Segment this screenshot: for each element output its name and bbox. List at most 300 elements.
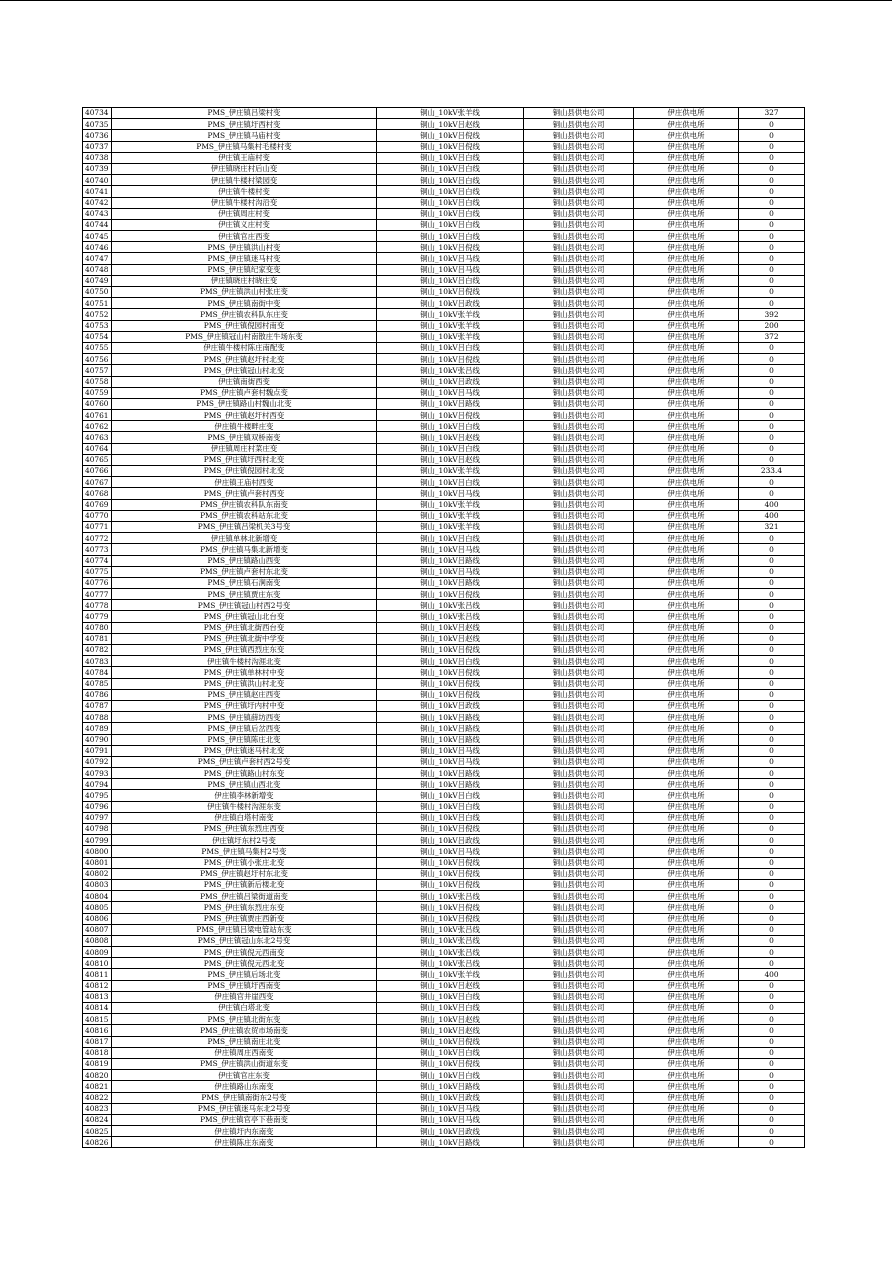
cell-row-id: 40767 <box>83 477 112 488</box>
cell-station: 伊庄供电所 <box>634 163 739 174</box>
cell-row-id: 40820 <box>83 1070 112 1081</box>
cell-station: 伊庄供电所 <box>634 622 739 633</box>
cell-company: 铜山县供电公司 <box>524 208 634 219</box>
table-row <box>83 947 805 958</box>
cell-capacity: 0 <box>739 376 805 387</box>
cell-feeder-line: 铜山_10kV吕倪线 <box>377 824 524 835</box>
cell-feeder-line: 铜山_10kV吕倪线 <box>377 141 524 152</box>
cell-capacity: 0 <box>739 1025 805 1036</box>
cell-station: 伊庄供电所 <box>634 141 739 152</box>
cell-substation-name: 伊庄镇牛楼村沟沿变 <box>112 197 377 208</box>
cell-feeder-line: 铜山_10kV吕赵线 <box>377 980 524 991</box>
cell-feeder-line: 铜山_10kV吕赵线 <box>377 454 524 465</box>
cell-company: 铜山县供电公司 <box>524 1014 634 1025</box>
table-row <box>83 812 805 823</box>
table-row <box>83 387 805 398</box>
cell-station: 伊庄供电所 <box>634 700 739 711</box>
cell-row-id: 40821 <box>83 1081 112 1092</box>
cell-substation-name: PMS_伊庄镇北街西台变 <box>112 622 377 633</box>
cell-substation-name: 伊庄镇晓庄村后山变 <box>112 163 377 174</box>
cell-substation-name: PMS_伊庄镇圩内村中变 <box>112 700 377 711</box>
cell-feeder-line: 铜山_10kV吕白线 <box>377 1047 524 1058</box>
table-row <box>83 1114 805 1125</box>
cell-feeder-line: 铜山_10kV张羊线 <box>377 108 524 119</box>
table-row <box>83 779 805 790</box>
table-row <box>83 577 805 588</box>
cell-capacity: 0 <box>739 645 805 656</box>
cell-substation-name: 伊庄镇王庙村变 <box>112 152 377 163</box>
cell-station: 伊庄供电所 <box>634 667 739 678</box>
table-row <box>83 734 805 745</box>
cell-substation-name: 伊庄镇单林北新增变 <box>112 533 377 544</box>
cell-company: 铜山县供电公司 <box>524 745 634 756</box>
cell-feeder-line: 铜山_10kV吕白线 <box>377 1070 524 1081</box>
cell-substation-name: 伊庄镇牛楼村沟涯东变 <box>112 801 377 812</box>
cell-feeder-line: 铜山_10kV张羊线 <box>377 466 524 477</box>
table-row <box>83 253 805 264</box>
cell-company: 铜山县供电公司 <box>524 309 634 320</box>
cell-feeder-line: 铜山_10kV张吕线 <box>377 924 524 935</box>
cell-capacity: 0 <box>739 275 805 286</box>
cell-feeder-line: 铜山_10kV吕倪线 <box>377 857 524 868</box>
cell-feeder-line: 铜山_10kV吕马线 <box>377 1114 524 1125</box>
cell-capacity: 0 <box>739 1036 805 1047</box>
cell-substation-name: PMS_伊庄镇陈庄北变 <box>112 734 377 745</box>
cell-capacity: 0 <box>739 242 805 253</box>
cell-station: 伊庄供电所 <box>634 555 739 566</box>
cell-station: 伊庄供电所 <box>634 152 739 163</box>
cell-station: 伊庄供电所 <box>634 208 739 219</box>
cell-company: 铜山县供电公司 <box>524 533 634 544</box>
cell-substation-name: PMS_伊庄镇卢套村西2号变 <box>112 756 377 767</box>
cell-company: 铜山县供电公司 <box>524 577 634 588</box>
table-row <box>83 488 805 499</box>
cell-company: 铜山县供电公司 <box>524 1081 634 1092</box>
cell-substation-name: PMS_伊庄镇冠山村南散庄牛场东变 <box>112 331 377 342</box>
cell-substation-name: PMS_伊庄镇农科队东庄变 <box>112 309 377 320</box>
cell-substation-name: PMS_伊庄镇官亭下巷南变 <box>112 1114 377 1125</box>
table-row <box>83 667 805 678</box>
cell-row-id: 40754 <box>83 331 112 342</box>
cell-substation-name: 伊庄镇白塔村南变 <box>112 812 377 823</box>
table-row <box>83 130 805 141</box>
cell-station: 伊庄供电所 <box>634 924 739 935</box>
cell-substation-name: PMS_伊庄镇南街东2号变 <box>112 1092 377 1103</box>
cell-station: 伊庄供电所 <box>634 980 739 991</box>
cell-station: 伊庄供电所 <box>634 320 739 331</box>
cell-station: 伊庄供电所 <box>634 231 739 242</box>
cell-company: 铜山县供电公司 <box>524 275 634 286</box>
cell-feeder-line: 铜山_10kV吕赵线 <box>377 119 524 130</box>
cell-capacity: 0 <box>739 913 805 924</box>
cell-substation-name: PMS_伊庄镇冠山北台变 <box>112 611 377 622</box>
cell-station: 伊庄供电所 <box>634 1092 739 1103</box>
cell-company: 铜山县供电公司 <box>524 410 634 421</box>
cell-substation-name: PMS_伊庄镇迷马东北2号变 <box>112 1103 377 1114</box>
cell-company: 铜山县供电公司 <box>524 521 634 532</box>
cell-row-id: 40793 <box>83 768 112 779</box>
cell-station: 伊庄供电所 <box>634 835 739 846</box>
cell-feeder-line: 铜山_10kV吕倪线 <box>377 678 524 689</box>
cell-company: 铜山县供电公司 <box>524 589 634 600</box>
cell-station: 伊庄供电所 <box>634 1036 739 1047</box>
cell-feeder-line: 铜山_10kV吕白线 <box>377 342 524 353</box>
table-row <box>83 891 805 902</box>
cell-capacity: 0 <box>739 857 805 868</box>
table-row <box>83 544 805 555</box>
cell-feeder-line: 铜山_10kV吕倪线 <box>377 242 524 253</box>
cell-station: 伊庄供电所 <box>634 398 739 409</box>
cell-substation-name: PMS_伊庄镇洪山街道东变 <box>112 1058 377 1069</box>
cell-company: 铜山县供电公司 <box>524 712 634 723</box>
table-row <box>83 768 805 779</box>
cell-row-id: 40808 <box>83 935 112 946</box>
cell-station: 伊庄供电所 <box>634 1114 739 1125</box>
table-row <box>83 600 805 611</box>
cell-capacity: 0 <box>739 387 805 398</box>
cell-station: 伊庄供电所 <box>634 633 739 644</box>
cell-station: 伊庄供电所 <box>634 577 739 588</box>
cell-substation-name: 伊庄镇牛楼村梁园变 <box>112 175 377 186</box>
cell-capacity: 0 <box>739 533 805 544</box>
cell-feeder-line: 铜山_10kV吕白线 <box>377 186 524 197</box>
table-row <box>83 1047 805 1058</box>
cell-row-id: 40774 <box>83 555 112 566</box>
cell-capacity: 0 <box>739 1126 805 1137</box>
cell-capacity: 0 <box>739 1014 805 1025</box>
cell-capacity: 0 <box>739 175 805 186</box>
cell-company: 铜山县供电公司 <box>524 868 634 879</box>
cell-capacity: 0 <box>739 410 805 421</box>
cell-capacity: 0 <box>739 141 805 152</box>
cell-capacity: 0 <box>739 779 805 790</box>
cell-station: 伊庄供电所 <box>634 1103 739 1114</box>
cell-company: 铜山县供电公司 <box>524 980 634 991</box>
cell-station: 伊庄供电所 <box>634 242 739 253</box>
cell-station: 伊庄供电所 <box>634 600 739 611</box>
cell-capacity: 0 <box>739 678 805 689</box>
cell-capacity: 0 <box>739 958 805 969</box>
table-row <box>83 633 805 644</box>
cell-station: 伊庄供电所 <box>634 376 739 387</box>
cell-substation-name: PMS_伊庄镇贾庄东变 <box>112 589 377 600</box>
cell-company: 铜山县供电公司 <box>524 186 634 197</box>
cell-company: 铜山县供电公司 <box>524 253 634 264</box>
cell-substation-name: 伊庄镇牛楼畔庄变 <box>112 421 377 432</box>
table-row <box>83 801 805 812</box>
table-row <box>83 980 805 991</box>
cell-substation-name: PMS_伊庄镇圩西村北变 <box>112 454 377 465</box>
cell-company: 铜山县供电公司 <box>524 466 634 477</box>
cell-feeder-line: 铜山_10kV张羊线 <box>377 969 524 980</box>
cell-feeder-line: 铜山_10kV吕倪线 <box>377 645 524 656</box>
cell-capacity: 0 <box>739 611 805 622</box>
table-row <box>83 611 805 622</box>
cell-row-id: 40780 <box>83 622 112 633</box>
cell-station: 伊庄供电所 <box>634 589 739 600</box>
cell-row-id: 40792 <box>83 756 112 767</box>
cell-substation-name: PMS_伊庄镇圩西南变 <box>112 980 377 991</box>
cell-substation-name: PMS_伊庄镇卢套村西变 <box>112 488 377 499</box>
cell-station: 伊庄供电所 <box>634 846 739 857</box>
cell-row-id: 40801 <box>83 857 112 868</box>
table-row <box>83 208 805 219</box>
cell-station: 伊庄供电所 <box>634 1014 739 1025</box>
cell-capacity: 0 <box>739 712 805 723</box>
cell-company: 铜山县供电公司 <box>524 354 634 365</box>
cell-row-id: 40819 <box>83 1058 112 1069</box>
table-row <box>83 521 805 532</box>
cell-feeder-line: 铜山_10kV吕政线 <box>377 835 524 846</box>
cell-company: 铜山县供电公司 <box>524 1103 634 1114</box>
cell-row-id: 40806 <box>83 913 112 924</box>
cell-substation-name: PMS_伊庄镇东烈庄东变 <box>112 902 377 913</box>
cell-company: 铜山县供电公司 <box>524 108 634 119</box>
cell-row-id: 40826 <box>83 1137 112 1148</box>
table-row <box>83 1014 805 1025</box>
cell-company: 铜山县供电公司 <box>524 633 634 644</box>
cell-row-id: 40764 <box>83 443 112 454</box>
table-row <box>83 969 805 980</box>
cell-feeder-line: 铜山_10kV张吕线 <box>377 891 524 902</box>
cell-company: 铜山县供电公司 <box>524 197 634 208</box>
cell-feeder-line: 铜山_10kV张羊线 <box>377 309 524 320</box>
cell-company: 铜山县供电公司 <box>524 723 634 734</box>
cell-row-id: 40768 <box>83 488 112 499</box>
cell-capacity: 0 <box>739 342 805 353</box>
table-row <box>83 1070 805 1081</box>
table-row <box>83 320 805 331</box>
table-row <box>83 913 805 924</box>
cell-station: 伊庄供电所 <box>634 1025 739 1036</box>
cell-substation-name: PMS_伊庄镇北街东变 <box>112 1014 377 1025</box>
cell-station: 伊庄供电所 <box>634 533 739 544</box>
cell-feeder-line: 铜山_10kV吕马线 <box>377 745 524 756</box>
cell-substation-name: PMS_伊庄镇路山村魏山北变 <box>112 398 377 409</box>
cell-feeder-line: 铜山_10kV吕马线 <box>377 544 524 555</box>
table-row <box>83 298 805 309</box>
cell-row-id: 40762 <box>83 421 112 432</box>
table-row <box>83 432 805 443</box>
cell-substation-name: 伊庄镇王庙村西变 <box>112 477 377 488</box>
table-row <box>83 645 805 656</box>
cell-row-id: 40824 <box>83 1114 112 1125</box>
cell-substation-name: PMS_伊庄镇倪元西南变 <box>112 947 377 958</box>
cell-feeder-line: 铜山_10kV张吕线 <box>377 935 524 946</box>
cell-capacity: 0 <box>739 1070 805 1081</box>
page-top-border <box>0 0 892 1</box>
cell-substation-name: 伊庄镇官庄东变 <box>112 1070 377 1081</box>
cell-company: 铜山县供电公司 <box>524 656 634 667</box>
cell-row-id: 40735 <box>83 119 112 130</box>
cell-capacity: 0 <box>739 902 805 913</box>
cell-substation-name: 伊庄镇路山东南变 <box>112 1081 377 1092</box>
cell-company: 铜山县供电公司 <box>524 163 634 174</box>
table-row <box>83 421 805 432</box>
table-row <box>83 287 805 298</box>
cell-capacity: 0 <box>739 253 805 264</box>
table-row <box>83 264 805 275</box>
table-row <box>83 365 805 376</box>
cell-station: 伊庄供电所 <box>634 1081 739 1092</box>
cell-company: 铜山县供电公司 <box>524 700 634 711</box>
cell-capacity: 400 <box>739 969 805 980</box>
cell-company: 铜山县供电公司 <box>524 454 634 465</box>
cell-capacity: 400 <box>739 499 805 510</box>
cell-feeder-line: 铜山_10kV吕倪线 <box>377 902 524 913</box>
cell-feeder-line: 铜山_10kV吕倪线 <box>377 879 524 890</box>
cell-substation-name: PMS_伊庄镇倪园村南变 <box>112 320 377 331</box>
table-row <box>83 589 805 600</box>
cell-row-id: 40765 <box>83 454 112 465</box>
table-row <box>83 108 805 119</box>
cell-feeder-line: 铜山_10kV吕白线 <box>377 231 524 242</box>
cell-row-id: 40736 <box>83 130 112 141</box>
table-row <box>83 443 805 454</box>
cell-substation-name: PMS_伊庄镇洪山村张庄变 <box>112 287 377 298</box>
cell-substation-name: PMS_伊庄镇吕梁街道南变 <box>112 891 377 902</box>
cell-substation-name: PMS_伊庄镇吕梁机关3号变 <box>112 521 377 532</box>
cell-station: 伊庄供电所 <box>634 108 739 119</box>
cell-feeder-line: 铜山_10kV吕白线 <box>377 443 524 454</box>
cell-row-id: 40823 <box>83 1103 112 1114</box>
cell-row-id: 40769 <box>83 499 112 510</box>
cell-station: 伊庄供电所 <box>634 253 739 264</box>
cell-station: 伊庄供电所 <box>634 689 739 700</box>
cell-feeder-line: 铜山_10kV吕赵线 <box>377 622 524 633</box>
cell-capacity: 0 <box>739 1047 805 1058</box>
cell-substation-name: 伊庄镇义庄村变 <box>112 219 377 230</box>
cell-row-id: 40737 <box>83 141 112 152</box>
cell-feeder-line: 铜山_10kV吕政线 <box>377 1126 524 1137</box>
cell-substation-name: 伊庄镇圩内东南变 <box>112 1126 377 1137</box>
table-row <box>83 566 805 577</box>
table-row <box>83 533 805 544</box>
cell-station: 伊庄供电所 <box>634 645 739 656</box>
table-row <box>83 454 805 465</box>
cell-station: 伊庄供电所 <box>634 958 739 969</box>
cell-feeder-line: 铜山_10kV吕白线 <box>377 477 524 488</box>
cell-capacity: 0 <box>739 935 805 946</box>
cell-station: 伊庄供电所 <box>634 454 739 465</box>
cell-company: 铜山县供电公司 <box>524 756 634 767</box>
cell-company: 铜山县供电公司 <box>524 812 634 823</box>
table-row <box>83 700 805 711</box>
cell-company: 铜山县供电公司 <box>524 331 634 342</box>
cell-station: 伊庄供电所 <box>634 1070 739 1081</box>
cell-substation-name: PMS_伊庄镇吕梁电管站东变 <box>112 924 377 935</box>
table-row <box>83 846 805 857</box>
cell-company: 铜山县供电公司 <box>524 600 634 611</box>
cell-substation-name: PMS_伊庄镇石涧南变 <box>112 577 377 588</box>
cell-company: 铜山县供电公司 <box>524 667 634 678</box>
cell-capacity: 321 <box>739 521 805 532</box>
cell-row-id: 40789 <box>83 723 112 734</box>
cell-row-id: 40758 <box>83 376 112 387</box>
cell-row-id: 40798 <box>83 824 112 835</box>
cell-feeder-line: 铜山_10kV吕赵线 <box>377 432 524 443</box>
cell-row-id: 40796 <box>83 801 112 812</box>
cell-feeder-line: 铜山_10kV吕路线 <box>377 577 524 588</box>
cell-feeder-line: 铜山_10kV吕白线 <box>377 152 524 163</box>
table-row <box>83 1058 805 1069</box>
cell-feeder-line: 铜山_10kV吕白线 <box>377 991 524 1002</box>
cell-row-id: 40759 <box>83 387 112 398</box>
table-row <box>83 835 805 846</box>
cell-substation-name: PMS_伊庄镇农科队东南变 <box>112 499 377 510</box>
cell-company: 铜山县供电公司 <box>524 902 634 913</box>
cell-substation-name: PMS_伊庄镇马集北新增变 <box>112 544 377 555</box>
cell-station: 伊庄供电所 <box>634 712 739 723</box>
cell-station: 伊庄供电所 <box>634 544 739 555</box>
cell-station: 伊庄供电所 <box>634 365 739 376</box>
cell-feeder-line: 铜山_10kV吕白线 <box>377 533 524 544</box>
table-row <box>83 354 805 365</box>
cell-station: 伊庄供电所 <box>634 175 739 186</box>
cell-capacity: 0 <box>739 264 805 275</box>
cell-company: 铜山县供电公司 <box>524 879 634 890</box>
cell-row-id: 40763 <box>83 432 112 443</box>
cell-station: 伊庄供电所 <box>634 264 739 275</box>
table-body <box>83 108 805 1148</box>
cell-substation-name: 伊庄镇牛楼村沟涯北变 <box>112 656 377 667</box>
cell-row-id: 40816 <box>83 1025 112 1036</box>
cell-feeder-line: 铜山_10kV吕倪线 <box>377 913 524 924</box>
cell-substation-name: 伊庄镇官庄西变 <box>112 231 377 242</box>
cell-company: 铜山县供电公司 <box>524 175 634 186</box>
cell-row-id: 40734 <box>83 108 112 119</box>
cell-row-id: 40776 <box>83 577 112 588</box>
cell-substation-name: PMS_伊庄镇双桥南变 <box>112 432 377 443</box>
cell-company: 铜山县供电公司 <box>524 119 634 130</box>
cell-row-id: 40755 <box>83 342 112 353</box>
cell-company: 铜山县供电公司 <box>524 891 634 902</box>
cell-feeder-line: 铜山_10kV吕政线 <box>377 1092 524 1103</box>
table-row <box>83 1036 805 1047</box>
cell-row-id: 40746 <box>83 242 112 253</box>
cell-feeder-line: 铜山_10kV吕白线 <box>377 421 524 432</box>
cell-station: 伊庄供电所 <box>634 947 739 958</box>
cell-row-id: 40743 <box>83 208 112 219</box>
cell-company: 铜山县供电公司 <box>524 958 634 969</box>
cell-company: 铜山县供电公司 <box>524 678 634 689</box>
cell-feeder-line: 铜山_10kV吕白线 <box>377 801 524 812</box>
cell-row-id: 40761 <box>83 410 112 421</box>
cell-company: 铜山县供电公司 <box>524 991 634 1002</box>
cell-company: 铜山县供电公司 <box>524 947 634 958</box>
cell-row-id: 40804 <box>83 891 112 902</box>
cell-substation-name: 伊庄镇周庄村变 <box>112 208 377 219</box>
table-row <box>83 756 805 767</box>
table-row <box>83 342 805 353</box>
cell-company: 铜山县供电公司 <box>524 1058 634 1069</box>
cell-station: 伊庄供电所 <box>634 1126 739 1137</box>
cell-company: 铜山县供电公司 <box>524 566 634 577</box>
cell-substation-name: PMS_伊庄镇赵圩村东北变 <box>112 868 377 879</box>
cell-row-id: 40744 <box>83 219 112 230</box>
table-row <box>83 309 805 320</box>
cell-company: 铜山县供电公司 <box>524 231 634 242</box>
cell-row-id: 40752 <box>83 309 112 320</box>
cell-row-id: 40803 <box>83 879 112 890</box>
cell-station: 伊庄供电所 <box>634 477 739 488</box>
cell-substation-name: PMS_伊庄镇后岔西变 <box>112 723 377 734</box>
cell-capacity: 0 <box>739 846 805 857</box>
cell-capacity: 0 <box>739 924 805 935</box>
cell-station: 伊庄供电所 <box>634 510 739 521</box>
cell-feeder-line: 铜山_10kV吕马线 <box>377 264 524 275</box>
cell-station: 伊庄供电所 <box>634 745 739 756</box>
